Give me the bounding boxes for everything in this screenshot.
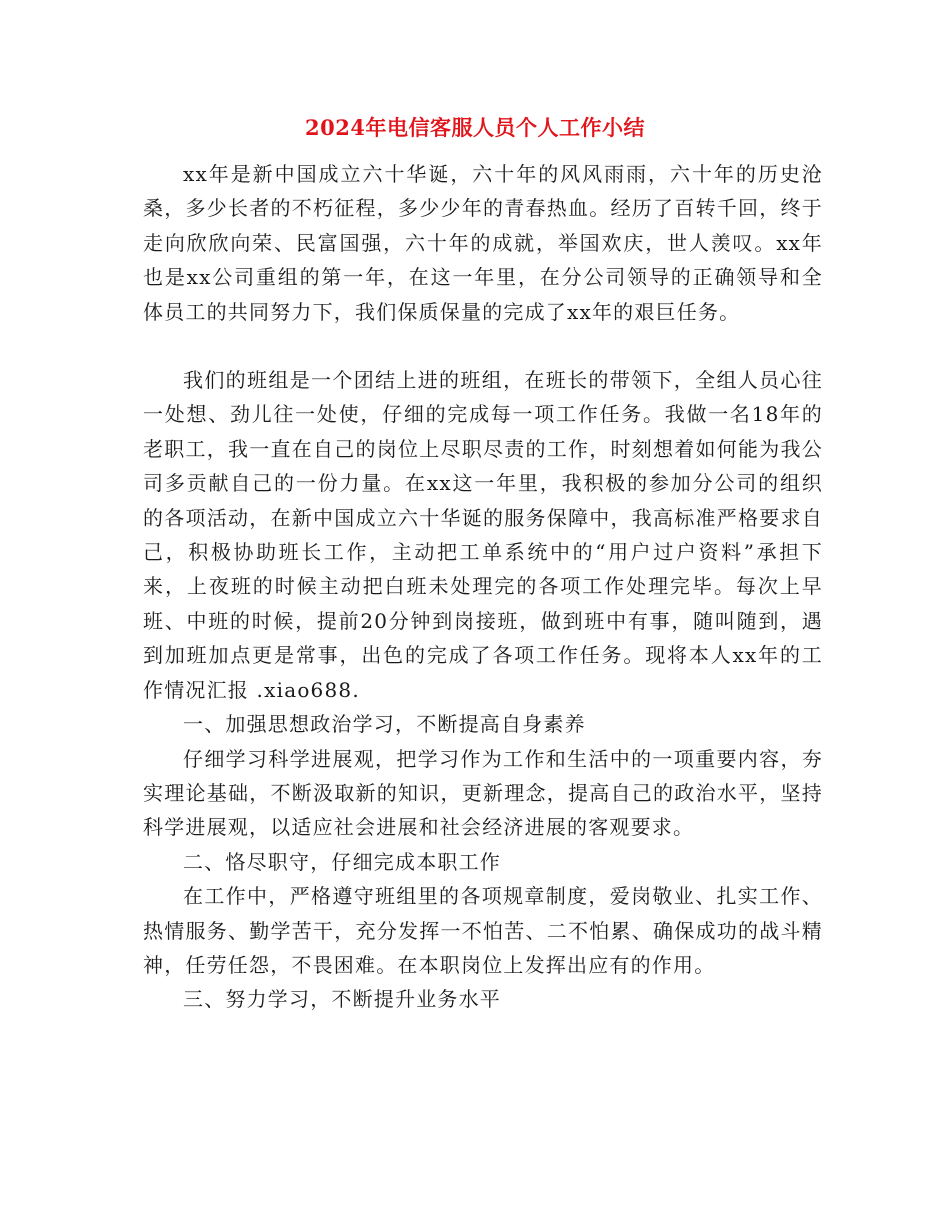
section-heading-2: 二、恪尽职守，仔细完成本职工作 <box>183 849 501 874</box>
document-title: 2024年电信客服人员个人工作小结 <box>305 115 645 140</box>
paragraph-spacer <box>143 329 823 363</box>
section-heading-3: 三、努力学习，不断提升业务水平 <box>183 987 501 1012</box>
section-heading-1: 一、加强思想政治学习，不断提高自身素养 <box>183 712 586 737</box>
paragraph-section-2: 在工作中，严格遵守班组里的各项规章制度，爱岗敬业、扎实工作、热情服务、勤学苦干，充分发挥一不怕苦、二不怕累、确保成功的战斗精神，任劳任怨，不畏困难。在本职岗位上发挥出应有的作用。 <box>143 884 823 977</box>
paragraph-section-1: 仔细学习科学进展观，把学习作为工作和生活中的一项重要内容，夯实理论基础，不断汲取新的知识，更新理念，提高自己的政治水平，坚持科学进展观，以适应社会进展和社会经济进展的客观要求。 <box>143 746 823 840</box>
paragraph-intro: xx年是新中国成立六十华诞，六十年的风风雨雨，六十年的历史沧桑，多少长者的不朽征程，多少少年的青春热血。经历了百转千回，终于走向欣欣向荣、民富国强，六十年的成就，举国欢庆，世人羡叹。xx年也是xx公司重组的第一年，在这一年里，在分公司领导的正确领导和全体员工的共同努力下，我们保质保量的完成了xx年的艰巨任务。 <box>143 162 823 324</box>
document-body <box>143 157 823 1017</box>
paragraph-team: 我们的班组是一个团结上进的班组，在班长的带领下，全组人员心往一处想、劲儿往一处使，仔细的完成每一项工作任务。我做一名18年的老职工，我一直在自己的岗位上尽职尽责的工作，时刻想着如何能为我公司多贡献自己的一份力量。在xx这一年里，我积极的参加分公司的组织的各项活动，在新中国成立六十华诞的服务保障中，我高标准严格要求自己，积极协助班长工作，主动把工单系统中的“用户过户资料”承担下来，上夜班的时候主动把白班未处理完的各项工作处理完毕。每次上早班、中班的时候，提前20分钟到岗接班，做到班中有事，随叫随到，遇到加班加点更是常事，出色的完成了各项工作任务。现将本人xx年的工作情况汇报 .xiao688. <box>143 368 823 702</box>
